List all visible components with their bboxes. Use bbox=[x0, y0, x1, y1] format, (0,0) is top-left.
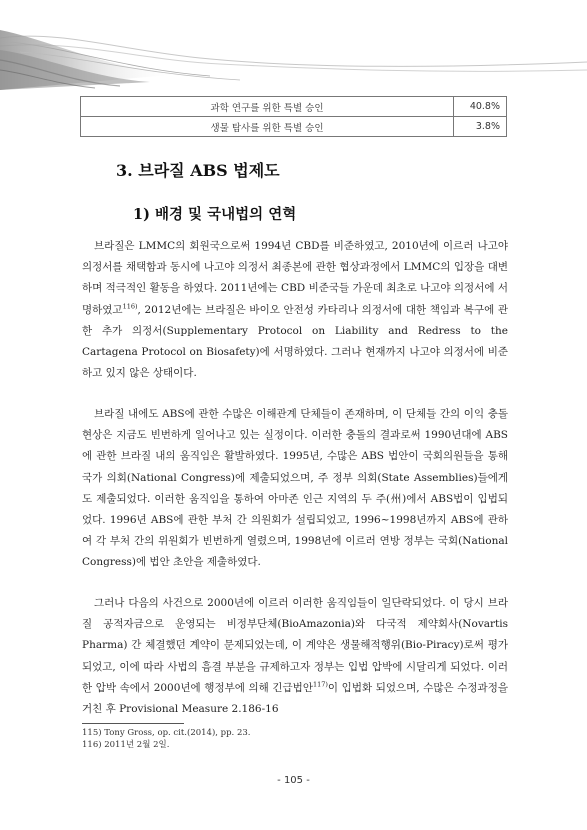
paragraph-text: 그러나 다음의 사건으로 2000년에 이르러 이러한 움직임들이 일단락되었다. 이 당시 브라질 공적자금으로 운영되는 비정부단체(BioAmazonia)와 다국적 제약회사(Novartis Pharma) 간 체결했던 계약이 문제되었는데, 이 계약은 생물해적행위(Bio-Piracy)로써 평가되었고, 이에 따라 사법의 흠결 부분을 규제하고자 정부는 입법 압박에 시달리게 되었다. 이러한 압박 속에서 2000년에 행정부에 의해 긴급법안 bbox=[82, 597, 508, 694]
footnote-ref[interactable]: 117) bbox=[312, 680, 328, 689]
header-wave-decoration bbox=[0, 0, 587, 90]
table-row bbox=[81, 117, 507, 137]
paragraph-text: , 2012년에는 브라질은 바이오 안전성 카타리나 의정서에 대한 책임과 복구에 관한 추가 의정서(Supplementary Protocol on Liability and Redress to the Cartagena Protocol on Biosafety)에 서명하였다. 그러나 현재까지 나고야 의정서에 비준하고 있지 않은 상태이다. bbox=[82, 303, 508, 380]
paragraph-text: 브라질은 LMMC의 회원국으로써 1994년 CBD를 비준하였고, 2010년에 이르러 나고야 의정서를 채택함과 동시에 나고야 의정서 최종본에 관한 협상과정에서 LMMC의 입장을 대변하며 적극적인 활동을 하였다. 2011년에는 CBD 비준국들 가운데 최초로 나고야 의정서에 서명하였고 bbox=[82, 240, 508, 316]
table-row bbox=[81, 97, 507, 117]
table-cell-value: 3.8% bbox=[454, 117, 507, 137]
paragraph-2 bbox=[82, 404, 508, 574]
table-cell-label: 생물 탐사를 위한 특별 승인 bbox=[81, 117, 454, 137]
footnote-115: 115) Tony Gross, op. cit.(2014), pp. 23. bbox=[82, 728, 251, 738]
table-cell-value: 40.8% bbox=[454, 97, 507, 117]
paragraph-1 bbox=[82, 236, 508, 384]
section-title: 3. 브라질 ABS 법제도 bbox=[116, 161, 280, 180]
paragraph-text: 이 입법화 되었으며, 수많은 수정과정을 거친 후 Provisional Measure 2.186-16 bbox=[82, 681, 508, 716]
subsection-title: 1) 배경 및 국내법의 연혁 bbox=[133, 206, 297, 223]
table-cell-label: 과학 연구를 위한 특별 승인 bbox=[81, 97, 454, 117]
footnote-ref[interactable]: 116) bbox=[122, 302, 138, 311]
page-number: - 105 - bbox=[277, 775, 310, 786]
paragraph-text: 브라질 내에도 ABS에 관한 수많은 이해관계 단체들이 존재하며, 이 단체들 간의 이익 충돌 현상은 지금도 빈번하게 일어나고 있는 실정이다. 이러한 충돌의 결과로써 1990년대에 ABS에 관한 브라질 내의 움직임은 활발하였다. 1995년, 수많은 ABS 법안이 국회의원들을 통해 국가 의회(National Congress)에 제출되었으며, 주 정부 의회(State Assemblies)들에게도 제출되었다. 이러한 움직임을 통하여 아마존 인근 지역의 두 주(州)에서 ABS법이 입법되었다. 1996년 ABS에 관한 부처 간 의원회가 설립되었고, 1996~1998년까지 ABS에 관하여 각 부처 간의 위원회가 빈번하게 열렸으며, 1998년에 이르러 연방 정부는 국회(National Congress)에 법안 초안을 제출하였다. bbox=[82, 408, 508, 569]
statistics-table bbox=[80, 96, 507, 137]
footnote-116: 116) 2011년 2월 2일. bbox=[82, 740, 170, 750]
footnote-divider bbox=[82, 723, 184, 724]
paragraph-3 bbox=[82, 593, 508, 720]
